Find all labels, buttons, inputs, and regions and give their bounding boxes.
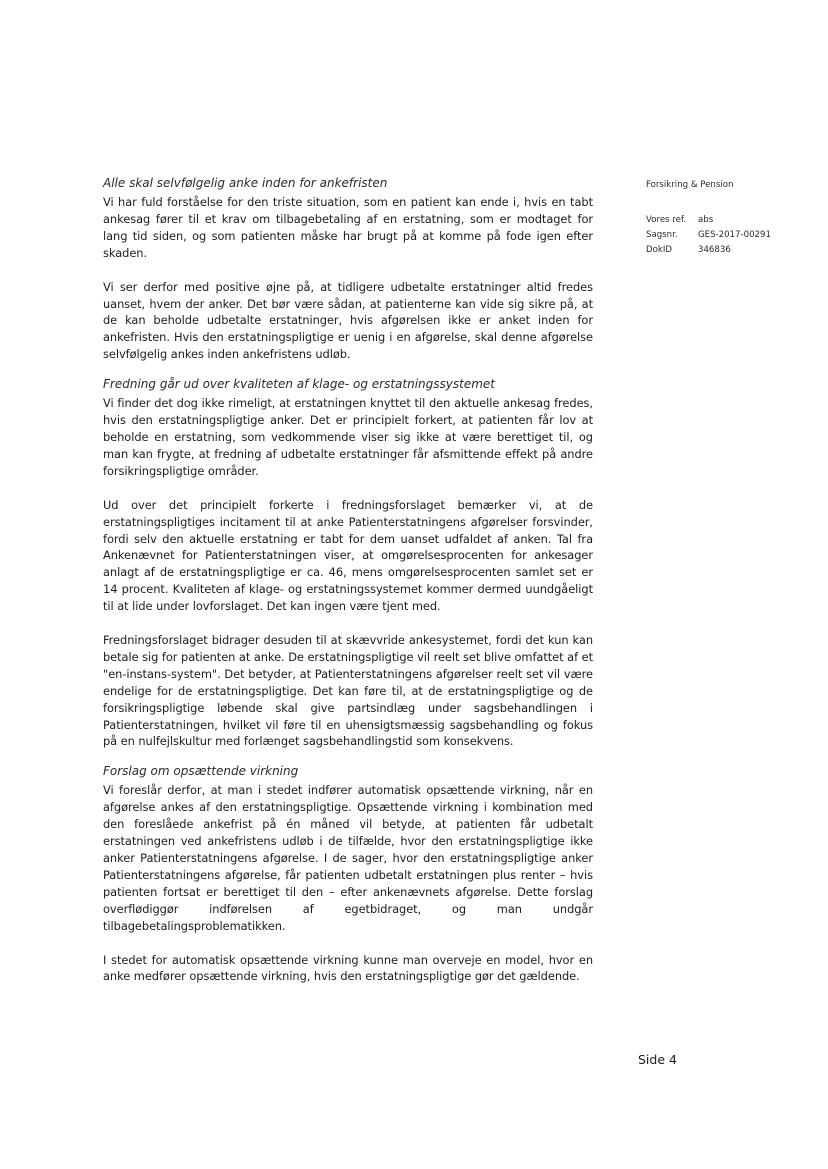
ref-value: abs: [698, 215, 714, 225]
section-opsaettende-virkning: [103, 762, 593, 985]
ref-row-vores-ref: [646, 213, 816, 228]
ref-row-dokid: [646, 243, 816, 258]
company-name: Forsikring & Pension: [646, 180, 734, 190]
section-heading: Alle skal selvfølgelig anke inden for ankefristen: [103, 176, 388, 190]
page-number: Side 4: [638, 1052, 677, 1067]
paragraph: I stedet for automatisk opsættende virkning kunne man overveje en model, hvor en anke medfører opsættende virkning, hvis den erstatningspligtige gør det gældende.: [103, 952, 593, 984]
paragraph: Vi har fuld forståelse for den triste situation, som en patient kan ende i, hvis en tabt ankesag fører til et krav om tilbagebetaling af en erstatning, som er modtaget for lang tid siden, og som patienten måske har brugt på at komme på fode igen efter skaden.: [103, 195, 593, 260]
paragraph: Vi ser derfor med positive øjne på, at tidligere udbetalte erstatninger altid fredes uanset, hvem der anker. Det bør være sådan, at patienterne kan vide sig sikre på, at de kan beholde udbetalte erstatninger, hvis afgørelsen ikke er anket inden for ankefristen. Hvis den erstatningspligtige er uenig i en afgørelse, skal denne afgørelse selvfølgelig ankes inden ankefristens udløb.: [103, 279, 593, 362]
section-fredning: [103, 375, 593, 750]
paragraph: Ud over det principielt forkerte i fredningsforslaget bemærker vi, at de erstatningspligtiges incitament til at anke Patienterstatningens afgørelser forsvinder, fordi selv den aktuelle erstatning er tabt for dem uanset udfaldet af anken. Tal fra Ankenævnet for Patienterstatningen viser, at omgørelsesprocenten for ankesager anlagt af de erstatningspligtige er ca. 46, mens omgørelsesprocenten samlet set er 14 procent. Kvaliteten af klage- og erstatningssystemet kommer dermed uundgåeligt til at lide under lovforslaget. Det kan ingen være tjent med.: [103, 497, 593, 614]
paragraph: Fredningsforslaget bidrager desuden til at skævvride ankesystemet, fordi det kun kan betale sig for patienten at anke. De erstatningspligtige vil reelt set blive omfattet af et "en-instans-system". Det betyder, at Patienterstatningens afgørelser reelt set vil være endelige for de erstatningspligtige. Det kan føre til, at de erstatningspligtige og de forsikringspligtige løbende skal give partsindlæg under sagsbehandlingen i Patienterstatningen, hvilket vil føre til en uhensigtsmæssig sagsbehandling og fokus på en nulfejlskultur med forlænget sagsbehandlingstid som konsekvens.: [103, 633, 593, 749]
ref-row-sagsnr: [646, 228, 816, 243]
ref-value: 346836: [698, 245, 731, 255]
paragraph: Vi finder det dog ikke rimeligt, at erstatningen knyttet til den aktuelle ankesag fredes, hvis den erstatningspligtige anker. Det er principielt forkert, at patienten får lov at beholde en erstatning, som vedkommende viser sig ikke at være berettiget til, og man kan frygte, at fredning af udbetalte erstatninger får afsmittende effekt på andre forsikringspligtige områder.: [103, 396, 593, 478]
section-ankefrist: [103, 174, 593, 363]
document-body: [103, 174, 593, 997]
section-heading: Forslag om opsættende virkning: [103, 764, 299, 779]
ref-label: Sagsnr.: [646, 230, 678, 240]
sidebar-reference-block: [646, 178, 816, 258]
ref-label: Vores ref.: [646, 215, 687, 225]
ref-label: DokID: [646, 245, 673, 255]
paragraph: Vi foreslår derfor, at man i stedet indfører automatisk opsættende virkning, når en afgørelse ankes af den erstatningspligtige. Opsættende virkning i kombination med den foreslåede ankefrist på én måned vil betyde, at patienten får udbetalt erstatningen ved ankefristens udløb i de tilfælde, hvor den erstatningspligtige ikke anker Patienterstatningens afgørelse. I de sager, hvor den erstatningspligtige anker Patienterstatningens afgørelse, får patienten udbetalt erstatningen plus renter – hvis patienten fortsat er berettiget til den – efter ankenævnets afgørelse. Dette forslag overflødiggør indførelsen af egetbidraget, og man undgår tilbagebetalingsproblematikken.: [103, 783, 593, 933]
ref-value: GES-2017-00291: [698, 230, 771, 240]
section-heading: Fredning går ud over kvaliteten af klage- og erstatningssystemet: [103, 377, 495, 392]
